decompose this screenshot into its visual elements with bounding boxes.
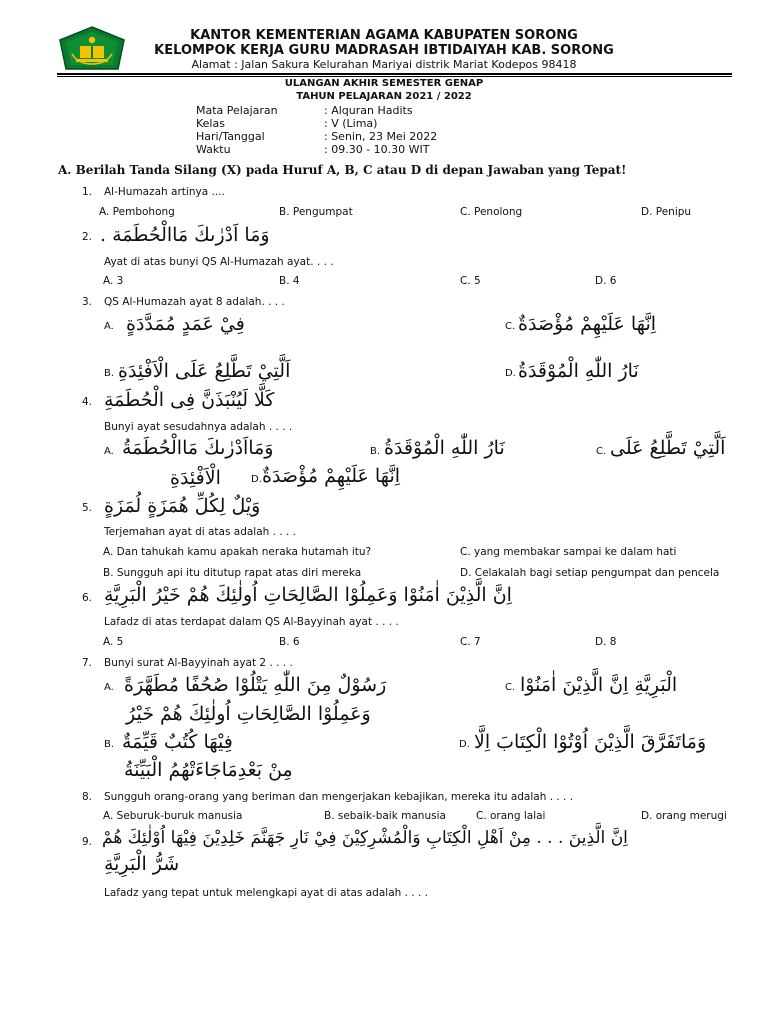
header-address: Alamat : Jalan Sakura Kelurahan Mariyai distrik Mariat Kodepos 98418 bbox=[191, 58, 577, 71]
field-value-date: : Senin, 23 Mei 2022 bbox=[324, 130, 438, 143]
q8-option-c: C. orang lalai bbox=[476, 810, 546, 822]
q1-option-d: D. Penipu bbox=[641, 206, 692, 218]
q1-option-c: C. Penolong bbox=[460, 206, 523, 218]
header-line1: KANTOR KEMENTERIAN AGAMA KABUPATEN SORONG bbox=[190, 28, 578, 43]
q2-option-c: C. 5 bbox=[460, 275, 481, 287]
q2-text: Ayat di atas bunyi QS Al-Humazah ayat. . . . bbox=[104, 256, 334, 268]
q7-number: 7. bbox=[82, 657, 93, 669]
field-value-subject: : Alquran Hadits bbox=[324, 104, 413, 117]
q4-option-c-cont: الْاَفْئِدَةِ bbox=[170, 467, 221, 489]
q3-option-b-label: B. bbox=[104, 368, 115, 379]
q7-option-b: فِيْهَا كُتُبٌ قَيِّمَةٌ bbox=[122, 731, 233, 753]
q4-number: 4. bbox=[82, 396, 93, 408]
q8-option-b: B. sebaik-baik manusia bbox=[324, 810, 446, 822]
q7-option-a-cont: وَعَمِلُوْا الصَّالِحَاتِ اُولٰئِكَ هُمْ خَيْرُ bbox=[126, 703, 371, 725]
q6-arabic: اِنَّ الَّذِيْنَ اٰمَنُوْا وَعَمِلُوْا الصَّالِحَاتِ اُولٰئِكَ هُمْ خَيْرُ الْبَرِيَّةِ bbox=[104, 584, 512, 606]
header-line2: KELOMPOK KERJA GURU MADRASAH IBTIDAIYAH KAB. SORONG bbox=[154, 43, 614, 58]
exam-title: ULANGAN AKHIR SEMESTER GENAP bbox=[284, 78, 484, 89]
q7-option-a-label: A. bbox=[104, 682, 114, 693]
q6-option-a: A. 5 bbox=[103, 636, 124, 648]
q4-option-c-label: C. bbox=[596, 446, 607, 457]
q5-text: Terjemahan ayat di atas adalah . . . . bbox=[104, 526, 297, 538]
q2-number: 2. bbox=[82, 231, 93, 243]
exam-year: TAHUN PELAJARAN 2021 / 2022 bbox=[296, 91, 472, 102]
field-label-time: Waktu bbox=[196, 143, 231, 156]
field-value-class: : V (Lima) bbox=[324, 117, 378, 130]
q5-arabic: وَيْلٌ لِكُلِّ هُمَزَةٍ لُمَزَةٍ bbox=[104, 495, 261, 517]
q3-option-d-label: D. bbox=[505, 368, 516, 379]
q6-option-b: B. 6 bbox=[279, 636, 300, 648]
field-label-subject: Mata Pelajaran bbox=[196, 104, 278, 117]
q3-number: 3. bbox=[82, 296, 93, 308]
q7-option-d-label: D. bbox=[459, 739, 470, 750]
q9-text: Lafadz yang tepat untuk melengkapi ayat di atas adalah . . . . bbox=[104, 887, 428, 899]
q8-option-d: D. orang merugi bbox=[641, 810, 727, 822]
header-rule bbox=[57, 73, 732, 75]
q3-option-c: اِنَّهَا عَلَيْهِمْ مُؤْصَدَةٌ bbox=[518, 313, 657, 335]
q4-option-a: وَمَااَدْرٰىكَ مَاالْحُطَمَةُ bbox=[122, 437, 274, 459]
q6-option-c: C. 7 bbox=[460, 636, 481, 648]
q4-option-c: اَلَّتِيْ تَطَّلِعُ عَلَى bbox=[610, 437, 726, 459]
q4-arabic: كَلَّا لَيُنْبَذَنَّ فِى الْحُطَمَةِ bbox=[104, 389, 275, 411]
q5-option-c: C. yang membakar sampai ke dalam hati bbox=[460, 546, 677, 558]
q3-option-a-label: A. bbox=[104, 321, 114, 332]
q5-number: 5. bbox=[82, 502, 93, 514]
q1-text: Al-Humazah artinya .... bbox=[104, 186, 225, 198]
q1-number: 1. bbox=[82, 186, 93, 198]
q6-text: Lafadz di atas terdapat dalam QS Al-Bayyinah ayat . . . . bbox=[104, 616, 399, 628]
q2-option-d: D. 6 bbox=[595, 275, 617, 287]
q3-option-a: فِيْ عَمَدٍ مُمَدَّدَةٍ bbox=[126, 313, 245, 335]
q2-option-a: A. 3 bbox=[103, 275, 124, 287]
q4-option-b: نَارُ اللّٰهِ الْمُوْقَدَةُ bbox=[384, 437, 505, 459]
q4-option-b-label: B. bbox=[370, 446, 381, 457]
q8-option-a: A. Seburuk-buruk manusia bbox=[103, 810, 243, 822]
field-label-date: Hari/Tanggal bbox=[196, 130, 265, 143]
q3-text: QS Al-Humazah ayat 8 adalah. . . . bbox=[104, 296, 285, 308]
q9-number: 9. bbox=[82, 836, 93, 848]
field-value-time: : 09.30 - 10.30 WIT bbox=[324, 143, 430, 156]
q7-option-a: رَسُوْلٌ مِنَ اللّٰهِ يَتْلُوْا صُحُفًا مُطَهَّرَةً bbox=[124, 674, 387, 696]
q2-option-b: B. 4 bbox=[279, 275, 300, 287]
q4-text: Bunyi ayat sesudahnya adalah . . . . bbox=[104, 421, 293, 433]
q7-option-c: الْبَرِيَّةِ اِنَّ الَّذِيْنَ اٰمَنُوْا bbox=[520, 674, 678, 696]
instruction: A. Berilah Tanda Silang (X) pada Huruf A, B, C atau D di depan Jawaban yang Tepat! bbox=[58, 163, 627, 177]
q4-option-d-label: D. bbox=[251, 474, 262, 485]
q5-option-d: D. Celakalah bagi setiap pengumpat dan pencela bbox=[460, 567, 720, 579]
q9-arabic-cont: شَرُّ الْبَرِيَّةِ bbox=[104, 853, 180, 875]
q7-option-d: وَمَاتَفَرَّقَ الَّذِيْنَ اُوْتُوْا الْكِتَابَ اِلَّا bbox=[474, 731, 707, 753]
q9-arabic: اِنَّ الَّذِينَ . . . مِنْ اَهْلِ الْكِتَابِ وَالْمُشْرِكِيْنَ فِيْ نَارِ جَهَنَّمَ خَلِدِيْنَ فِيْهَا اُوْلٰئِكَ هُمْ bbox=[102, 828, 628, 848]
q7-option-b-cont: مِنْ بَعْدِمَاجَاءَتْهُمُ الْبَيِّنَةُ bbox=[124, 759, 293, 781]
q7-option-c-label: C. bbox=[505, 682, 516, 693]
q6-option-d: D. 8 bbox=[595, 636, 617, 648]
q5-option-a: A. Dan tahukah kamu apakah neraka hutamah itu? bbox=[103, 546, 372, 558]
q3-option-b: اَلَّتِيْ تَطَّلِعُ عَلَى الْاَفْئِدَةِ bbox=[118, 360, 291, 382]
header-rule-thin bbox=[57, 76, 732, 77]
q3-option-c-label: C. bbox=[505, 321, 516, 332]
q8-number: 8. bbox=[82, 791, 93, 803]
q7-text: Bunyi surat Al-Bayyinah ayat 2 . . . . bbox=[104, 657, 293, 669]
q1-option-b: B. Pengumpat bbox=[279, 206, 353, 218]
q2-arabic: وَمَا اَدْرٰىكَ مَاالْحُطَمَة . bbox=[100, 224, 270, 246]
q8-text: Sungguh orang-orang yang beriman dan mengerjakan kebajikan, mereka itu adalah . . . . bbox=[104, 791, 574, 803]
q4-option-d: اِنَّهَا عَلَيْهِمْ مُؤْصَدَةٌ bbox=[262, 465, 401, 487]
q4-option-a-label: A. bbox=[104, 446, 114, 457]
q3-option-d: نَارُ اللّٰهِ الْمُوْقَدَةُ bbox=[518, 360, 639, 382]
q1-option-a: A. Pembohong bbox=[99, 206, 175, 218]
field-label-class: Kelas bbox=[196, 117, 225, 130]
q6-number: 6. bbox=[82, 592, 93, 604]
q7-option-b-label: B. bbox=[104, 739, 115, 750]
q5-option-b: B. Sungguh api itu ditutup rapat atas diri mereka bbox=[103, 567, 362, 579]
